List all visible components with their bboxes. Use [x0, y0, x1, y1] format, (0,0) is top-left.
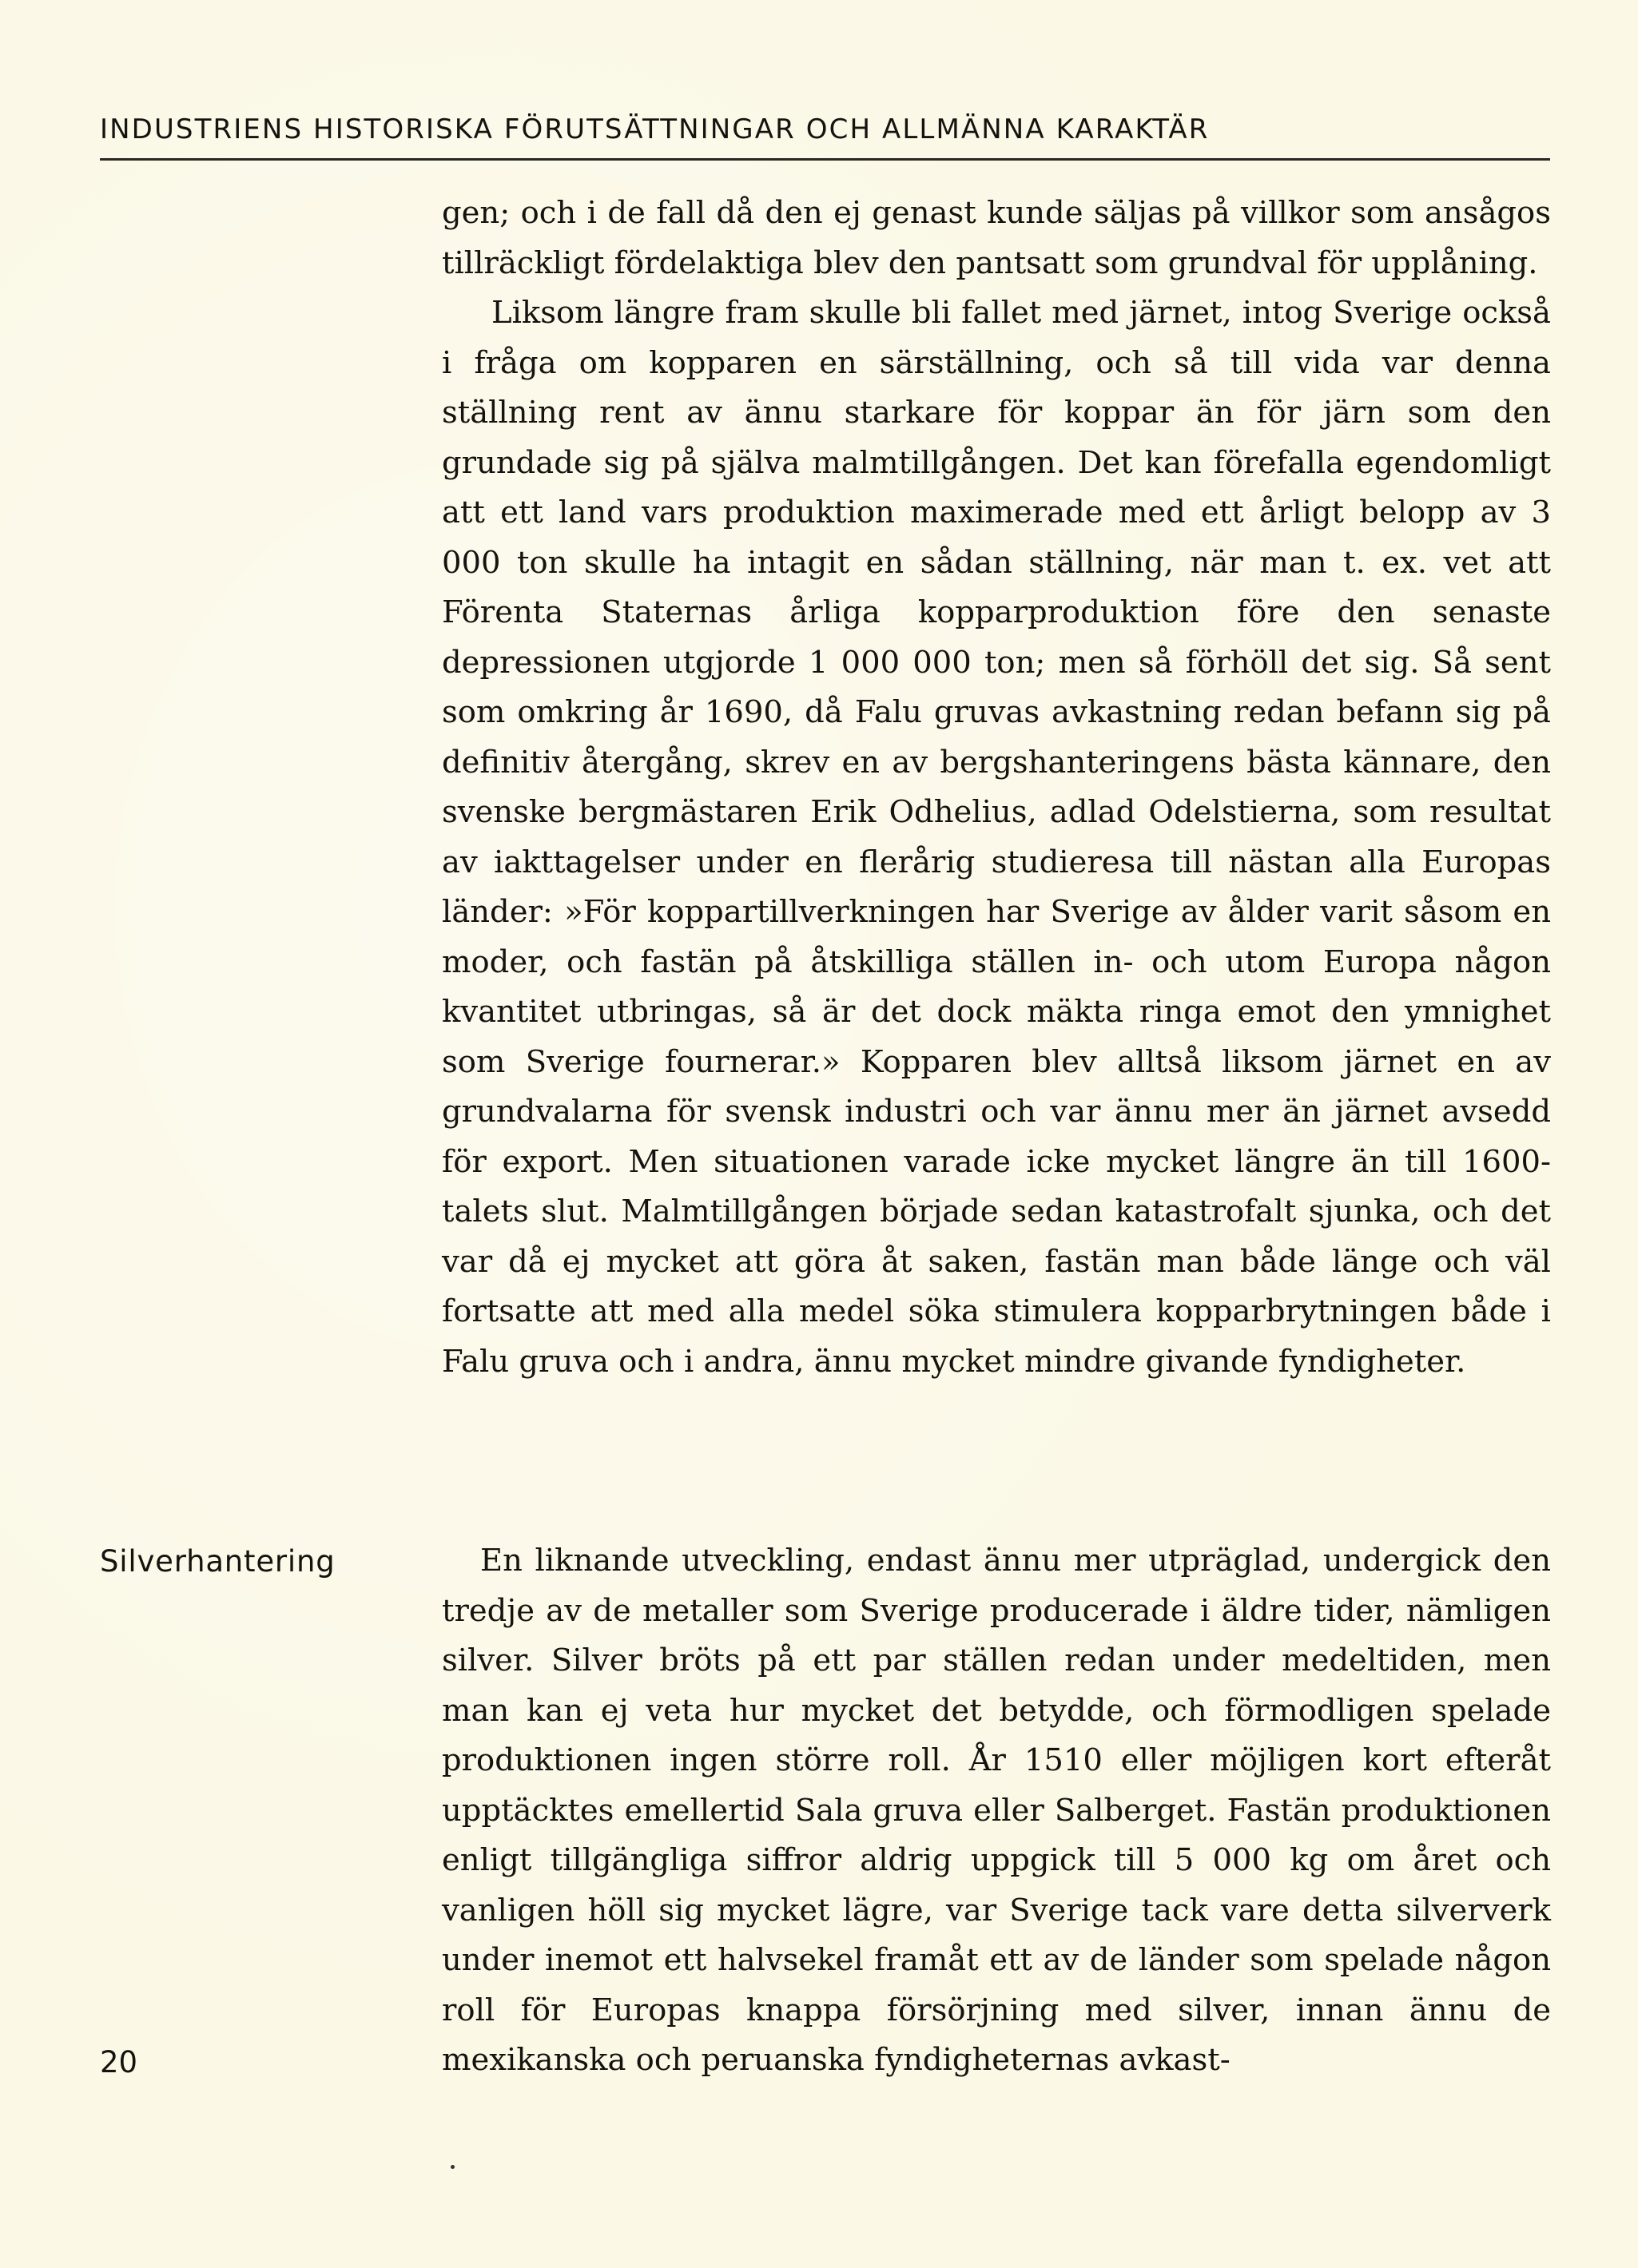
- running-head: INDUSTRIENS HISTORISKA FÖRUTSÄTTNINGAR OCH ALLMÄNNA KARAKTÄR: [100, 113, 1210, 145]
- header-rule: [100, 158, 1550, 161]
- body-text-column: [442, 189, 1551, 1387]
- copper-paragraph: Liksom längre fram skulle bli fallet med järnet, intog Sverige också i fråga om kopparen en särställning, och så till vida var denna ställning rent av ännu starkare för koppar än för järn som den grundade sig på själva malmtillgången. Det kan förefalla egendomligt att ett land vars produktion maximerade med ett årligt belopp av 3 000 ton skulle ha intagit en sådan ställning, när man t. ex. vet att Förenta Staternas årliga kopparproduktion före den senaste depressionen utgjorde 1 000 000 ton; men så förhöll det sig. Så sent som omkring år 1690, då Falu gruvas avkastning redan befann sig på definitiv återgång, skrev en av bergshanteringens bästa kännare, den svenske bergmästaren Erik Odhelius, adlad Odelstierna, som resultat av iakttagelser under en flerårig studieresa till nästan alla Europas länder: »För koppartillverkningen har Sverige av ålder varit såsom en moder, och fastän på åtskilliga ställen in- och utom Europa någon kvantitet utbringas, så är det dock mäkta ringa emot den ymnighet som Sverige fournerar.» Kopparen blev alltså liksom järnet en av grundvalarna för svensk industri och var ännu mer än järnet avsedd för export. Men situationen varade icke mycket längre än till 1600-talets slut. Malmtillgången började sedan katastrofalt sjunka, och det var då ej mycket att göra åt saken, fastän man både länge och väl fortsatte att med alla medel söka stimulera kopparbrytningen både i Falu gruva och i andra, ännu mycket mindre givande fyndigheter.: [442, 295, 1551, 1380]
- silverhantering-margin-heading: Silverhantering: [100, 1544, 336, 1579]
- continued-paragraph: gen; och i de fall då den ej genast kunde säljas på villkor som ansågos tillräckligt fördelaktiga blev den pantsatt som grundval för upplåning.: [442, 195, 1551, 281]
- silver-section: [442, 1536, 1551, 2086]
- page-number: 20: [100, 2045, 138, 2079]
- silver-paragraph: En liknande utveckling, endast ännu mer utpräglad, undergick den tredje av de metaller som Sverige producerade i äldre tider, nämligen silver. Silver bröts på ett par ställen redan under medeltiden, men man kan ej veta hur mycket det betydde, och förmodligen spelade produktionen ingen större roll. År 1510 eller möjligen kort efteråt upptäcktes emellertid Sala gruva eller Salberget. Fastän produktionen enligt tillgängliga siffror aldrig uppgick till 5 000 kg om året och vanligen höll sig mycket lägre, var Sverige tack vare detta silververk under inemot ett halvsekel framåt ett av de länder som spelade någon roll för Europas knappa försörjning med silver, innan ännu de mexikanska och peruanska fyndigheternas avkast-: [442, 1543, 1551, 2078]
- print-speck: [451, 2165, 455, 2169]
